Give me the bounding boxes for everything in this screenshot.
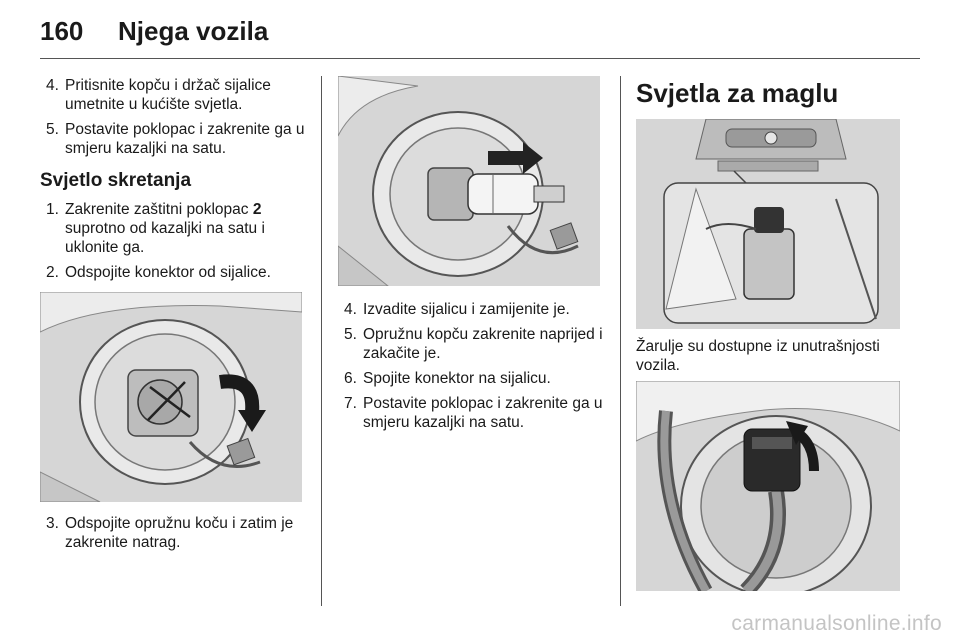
column-right xyxy=(636,76,904,591)
steps-list-cornering xyxy=(40,200,305,282)
illustration-bulb-removal xyxy=(338,76,600,286)
page-number: 160 xyxy=(40,16,84,46)
step-item: 4. Pritisnite kopču i držač sijalice umetnite u kućište svjetla. xyxy=(46,77,271,113)
step-item: 5. Postavite poklopac i zakrenite ga u smjeru kazaljki na satu. xyxy=(46,121,305,157)
step-item: 6. Spojite konektor na sijalicu. xyxy=(344,370,551,387)
page-header xyxy=(0,0,960,60)
header-rule xyxy=(40,58,920,59)
step-item: 3. Odspojite opružnu koču i zatim je zakrenite natrag. xyxy=(46,515,294,551)
column-divider-right xyxy=(620,76,621,606)
steps-list-bottom xyxy=(40,514,305,552)
column-middle xyxy=(338,76,606,438)
illustration-fog-light-bulb xyxy=(636,381,900,591)
step-item: 7. Postavite poklopac i zakrenite ga u smjeru kazaljki na satu. xyxy=(344,395,603,431)
page-title: Njega vozila xyxy=(118,16,269,46)
steps-list-top xyxy=(40,76,305,158)
step-item: 4. Izvadite sijalicu i zamijenite je. xyxy=(344,301,570,318)
watermark-text: carmanualsonline.info xyxy=(731,612,942,635)
fog-lights-description: Žarulje su dostupne iz unutrašnjosti vozila. xyxy=(636,338,880,374)
illustration-fog-light-location xyxy=(636,119,900,329)
step-item: 1. Zakrenite zaštitni poklopac 2 suprotno od kazaljki na satu i uklonite ga. xyxy=(46,201,265,256)
step-item: 2. Odspojite konektor od sijalice. xyxy=(46,264,271,281)
step-item: 5. Opružnu kopču zakrenite naprijed i zakačite je. xyxy=(344,326,603,362)
section-heading-fog-lights: Svjetla za maglu xyxy=(636,78,839,108)
column-divider-left xyxy=(321,76,322,606)
section-heading-cornering-light: Svjetlo skretanja xyxy=(40,170,192,191)
illustration-bulb-cover xyxy=(40,292,302,502)
column-left xyxy=(40,76,305,558)
steps-list-middle xyxy=(338,300,606,432)
callout-number: 2 xyxy=(252,201,262,218)
